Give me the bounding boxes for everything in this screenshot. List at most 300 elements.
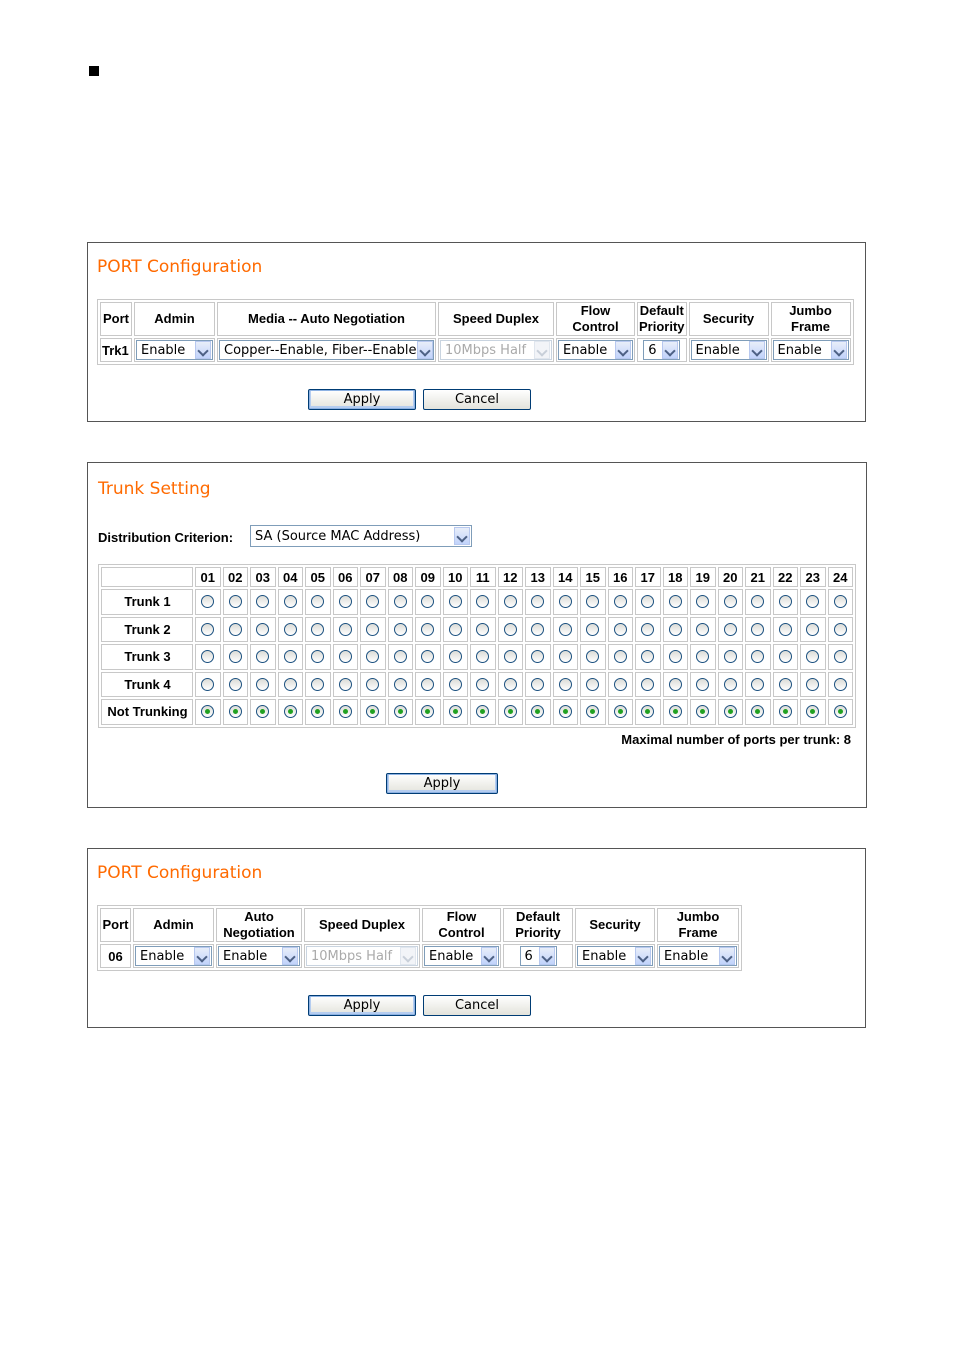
trunk-cell xyxy=(608,672,634,698)
radio-button[interactable] xyxy=(834,650,847,663)
auto-negotiation-select[interactable] xyxy=(218,946,300,966)
trunk-cell xyxy=(278,617,304,643)
radio-button[interactable] xyxy=(696,705,709,718)
radio-button[interactable] xyxy=(476,595,489,608)
port-header-05: 05 xyxy=(305,567,331,587)
trunk-cell xyxy=(470,617,496,643)
trunk-cell xyxy=(305,672,331,698)
chevron-down-icon[interactable] xyxy=(481,947,497,965)
trunk-cell xyxy=(525,617,551,643)
media-select[interactable] xyxy=(219,340,434,360)
header-admin: Admin xyxy=(134,302,215,336)
trunk-cell xyxy=(470,672,496,698)
radio-button[interactable] xyxy=(421,650,434,663)
radio-button[interactable] xyxy=(751,650,764,663)
chevron-down-icon[interactable] xyxy=(719,947,735,965)
radio-button[interactable] xyxy=(531,623,544,636)
port-config-port-panel xyxy=(87,848,866,1028)
trunk-cell xyxy=(580,644,606,670)
radio-button[interactable] xyxy=(641,678,654,691)
chevron-down-icon[interactable] xyxy=(662,341,678,359)
jumbo-frame-select-value: Enable xyxy=(777,342,822,358)
apply-button[interactable]: Apply xyxy=(308,389,416,410)
port-header-16: 16 xyxy=(608,567,634,587)
trunk-cell xyxy=(278,589,304,615)
table-header-row xyxy=(100,908,739,942)
cancel-button[interactable]: Cancel xyxy=(423,389,531,410)
radio-button[interactable] xyxy=(751,705,764,718)
header-default-priority: Default Priority xyxy=(503,908,573,942)
apply-button[interactable]: Apply xyxy=(386,773,498,794)
trunk-group-label: Trunk 1 xyxy=(101,589,193,615)
trunk-cell xyxy=(663,589,689,615)
port-header-09: 09 xyxy=(415,567,441,587)
flow-control-select-value: Enable xyxy=(563,342,608,358)
default-priority-cell xyxy=(503,944,573,968)
max-ports-note: Maximal number of ports per trunk: 8 xyxy=(621,732,851,747)
radio-button[interactable] xyxy=(614,650,627,663)
trunk-cell xyxy=(223,617,249,643)
chevron-down-icon[interactable] xyxy=(539,947,555,965)
radio-button[interactable] xyxy=(806,595,819,608)
admin-select-value: Enable xyxy=(141,342,186,358)
radio-button[interactable] xyxy=(559,678,572,691)
trunk-cell xyxy=(553,644,579,670)
default-priority-select[interactable] xyxy=(520,946,557,966)
radio-button[interactable] xyxy=(614,623,627,636)
table-row xyxy=(101,617,853,643)
radio-button[interactable] xyxy=(779,678,792,691)
trunk-cell xyxy=(663,699,689,725)
radio-button[interactable] xyxy=(449,595,462,608)
radio-button[interactable] xyxy=(696,595,709,608)
trunk-cell xyxy=(745,589,771,615)
radio-button[interactable] xyxy=(284,595,297,608)
trunk-cell xyxy=(443,672,469,698)
chevron-down-icon[interactable] xyxy=(195,341,211,359)
table-row xyxy=(101,672,853,698)
radio-button[interactable] xyxy=(586,705,599,718)
default-priority-cell xyxy=(637,338,687,362)
trunk-cell xyxy=(195,699,221,725)
trunk-cell xyxy=(718,589,744,615)
radio-button[interactable] xyxy=(476,678,489,691)
radio-button[interactable] xyxy=(641,705,654,718)
trunk-cell xyxy=(773,672,799,698)
radio-button[interactable] xyxy=(284,705,297,718)
chevron-down-icon[interactable] xyxy=(831,341,847,359)
radio-button[interactable] xyxy=(559,623,572,636)
radio-button[interactable] xyxy=(834,678,847,691)
trunk-cell xyxy=(360,617,386,643)
radio-button[interactable] xyxy=(366,623,379,636)
radio-button[interactable] xyxy=(724,623,737,636)
port-header-20: 20 xyxy=(718,567,744,587)
default-priority-select[interactable] xyxy=(643,340,680,360)
trunk-cell xyxy=(773,617,799,643)
trunk-cell xyxy=(690,589,716,615)
radio-button[interactable] xyxy=(641,650,654,663)
trunk-cell xyxy=(745,699,771,725)
radio-button[interactable] xyxy=(504,650,517,663)
radio-button[interactable] xyxy=(669,650,682,663)
radio-button[interactable] xyxy=(476,705,489,718)
radio-button[interactable] xyxy=(201,678,214,691)
radio-button[interactable] xyxy=(421,623,434,636)
radio-button[interactable] xyxy=(311,678,324,691)
chevron-down-icon xyxy=(400,947,416,965)
radio-button[interactable] xyxy=(834,623,847,636)
trunk-cell xyxy=(388,699,414,725)
radio-button[interactable] xyxy=(696,650,709,663)
radio-button[interactable] xyxy=(284,623,297,636)
radio-button[interactable] xyxy=(779,705,792,718)
security-cell xyxy=(575,944,655,968)
radio-button[interactable] xyxy=(229,623,242,636)
trunk-cell xyxy=(828,699,854,725)
distribution-criterion-label: Distribution Criterion: xyxy=(98,530,234,545)
radio-button[interactable] xyxy=(256,678,269,691)
radio-button[interactable] xyxy=(339,650,352,663)
jumbo-frame-cell xyxy=(657,944,739,968)
table-row xyxy=(101,589,853,615)
radio-button[interactable] xyxy=(366,705,379,718)
square-bullet-icon xyxy=(89,66,99,76)
chevron-down-icon[interactable] xyxy=(194,947,210,965)
radio-button[interactable] xyxy=(421,705,434,718)
port-header-21: 21 xyxy=(745,567,771,587)
trunk-cell xyxy=(580,699,606,725)
chevron-down-icon[interactable] xyxy=(282,947,298,965)
radio-button[interactable] xyxy=(586,595,599,608)
radio-button[interactable] xyxy=(449,705,462,718)
radio-button[interactable] xyxy=(201,623,214,636)
trunk-cell xyxy=(470,699,496,725)
radio-button[interactable] xyxy=(614,678,627,691)
radio-button[interactable] xyxy=(531,650,544,663)
flow-control-cell xyxy=(556,338,635,362)
radio-button[interactable] xyxy=(229,678,242,691)
radio-button[interactable] xyxy=(724,705,737,718)
trunk-cell xyxy=(250,589,276,615)
trunk-cell xyxy=(828,589,854,615)
trunk-cell xyxy=(360,672,386,698)
radio-button[interactable] xyxy=(394,705,407,718)
radio-button[interactable] xyxy=(366,650,379,663)
trunk-cell xyxy=(828,644,854,670)
page-title: PORT Configuration xyxy=(97,863,263,883)
jumbo-frame-select[interactable] xyxy=(773,340,849,360)
radio-button[interactable] xyxy=(641,595,654,608)
radio-button[interactable] xyxy=(559,705,572,718)
trunk-cell xyxy=(718,699,744,725)
radio-button[interactable] xyxy=(449,650,462,663)
header-flow-control: Flow Control xyxy=(422,908,501,942)
trunk-cell xyxy=(278,699,304,725)
radio-button[interactable] xyxy=(394,650,407,663)
radio-button[interactable] xyxy=(311,650,324,663)
trunk-cell xyxy=(415,644,441,670)
trunk-cell xyxy=(635,699,661,725)
flow-control-select-value: Enable xyxy=(429,948,474,964)
radio-button[interactable] xyxy=(586,678,599,691)
header-security: Security xyxy=(575,908,655,942)
radio-button[interactable] xyxy=(834,595,847,608)
header-auto-negotiation: Auto Negotiation xyxy=(216,908,302,942)
trunk-corner-cell xyxy=(101,567,193,587)
cancel-button[interactable]: Cancel xyxy=(423,995,531,1016)
radio-button[interactable] xyxy=(531,705,544,718)
radio-button[interactable] xyxy=(256,650,269,663)
header-jumbo-frame: Jumbo Frame xyxy=(657,908,739,942)
media-cell xyxy=(217,338,436,362)
trunk-cell xyxy=(690,644,716,670)
radio-button[interactable] xyxy=(339,705,352,718)
trunk-cell xyxy=(360,699,386,725)
port-header-11: 11 xyxy=(470,567,496,587)
radio-button[interactable] xyxy=(394,678,407,691)
page-title: PORT Configuration xyxy=(97,257,263,277)
distribution-criterion-select[interactable] xyxy=(250,525,472,547)
trunk-cell xyxy=(333,699,359,725)
trunk-cell xyxy=(223,699,249,725)
radio-button[interactable] xyxy=(586,623,599,636)
radio-button[interactable] xyxy=(504,595,517,608)
radio-button[interactable] xyxy=(669,678,682,691)
radio-button[interactable] xyxy=(614,705,627,718)
radio-button[interactable] xyxy=(806,705,819,718)
radio-button[interactable] xyxy=(559,595,572,608)
trunk-cell xyxy=(553,672,579,698)
radio-button[interactable] xyxy=(806,678,819,691)
radio-button[interactable] xyxy=(229,595,242,608)
trunk-cell xyxy=(333,672,359,698)
auto-negotiation-select-value: Enable xyxy=(223,948,268,964)
radio-button[interactable] xyxy=(669,595,682,608)
trunk-cell xyxy=(305,589,331,615)
speed-duplex-select-value: 10Mbps Half xyxy=(311,948,393,964)
radio-button[interactable] xyxy=(614,595,627,608)
radio-button[interactable] xyxy=(366,678,379,691)
security-select[interactable] xyxy=(691,340,767,360)
flow-control-cell xyxy=(422,944,501,968)
trunk-cell xyxy=(223,589,249,615)
radio-button[interactable] xyxy=(586,650,599,663)
trunk-cell xyxy=(498,589,524,615)
radio-button[interactable] xyxy=(531,595,544,608)
flow-control-select[interactable] xyxy=(558,340,633,360)
radio-button[interactable] xyxy=(449,623,462,636)
radio-button[interactable] xyxy=(834,705,847,718)
radio-button[interactable] xyxy=(284,678,297,691)
trunk-cell xyxy=(195,589,221,615)
radio-button[interactable] xyxy=(531,678,544,691)
trunk-cell xyxy=(608,617,634,643)
radio-button[interactable] xyxy=(751,623,764,636)
radio-button[interactable] xyxy=(669,623,682,636)
trunk-cell xyxy=(608,699,634,725)
trunk-cell xyxy=(608,644,634,670)
trunk-cell xyxy=(800,672,826,698)
trunk-cell xyxy=(663,617,689,643)
header-jumbo-frame: Jumbo Frame xyxy=(771,302,851,336)
radio-button[interactable] xyxy=(751,595,764,608)
page-title: Trunk Setting xyxy=(98,479,211,499)
trunk-cell xyxy=(635,672,661,698)
header-speed-duplex: Speed Duplex xyxy=(438,302,554,336)
trunk-cell xyxy=(525,644,551,670)
radio-button[interactable] xyxy=(229,705,242,718)
trunk-cell xyxy=(635,644,661,670)
trunk-cell xyxy=(553,589,579,615)
flow-control-select[interactable] xyxy=(424,946,499,966)
radio-button[interactable] xyxy=(284,650,297,663)
radio-button[interactable] xyxy=(669,705,682,718)
radio-button[interactable] xyxy=(779,595,792,608)
trunk-cell xyxy=(388,617,414,643)
radio-button[interactable] xyxy=(476,650,489,663)
port-header-10: 10 xyxy=(443,567,469,587)
port-header-15: 15 xyxy=(580,567,606,587)
radio-button[interactable] xyxy=(779,623,792,636)
table-row xyxy=(101,699,853,725)
trunk-cell xyxy=(525,672,551,698)
radio-button[interactable] xyxy=(751,678,764,691)
radio-button[interactable] xyxy=(394,595,407,608)
trunk-cell xyxy=(498,699,524,725)
radio-button[interactable] xyxy=(311,623,324,636)
admin-select-value: Enable xyxy=(140,948,185,964)
radio-button[interactable] xyxy=(394,623,407,636)
jumbo-frame-select[interactable] xyxy=(659,946,737,966)
security-select-value: Enable xyxy=(582,948,627,964)
radio-button[interactable] xyxy=(201,705,214,718)
radio-button[interactable] xyxy=(696,678,709,691)
port-header-02: 02 xyxy=(223,567,249,587)
default-priority-select-value: 6 xyxy=(524,948,533,964)
radio-button[interactable] xyxy=(339,595,352,608)
admin-select[interactable] xyxy=(136,340,213,360)
port-config-trunk-panel xyxy=(87,242,866,422)
radio-button[interactable] xyxy=(559,650,572,663)
radio-button[interactable] xyxy=(504,705,517,718)
speed-duplex-cell xyxy=(304,944,420,968)
port-header-03: 03 xyxy=(250,567,276,587)
port-id: Trk1 xyxy=(100,338,132,362)
trunk-cell xyxy=(525,699,551,725)
trunk-cell xyxy=(690,617,716,643)
trunk-cell xyxy=(333,644,359,670)
jumbo-frame-select-value: Enable xyxy=(664,948,709,964)
trunk-cell xyxy=(773,589,799,615)
trunk-table xyxy=(98,564,856,728)
trunk-cell xyxy=(415,589,441,615)
trunk-cell xyxy=(305,699,331,725)
admin-select[interactable] xyxy=(135,946,212,966)
trunk-cell xyxy=(800,589,826,615)
port-header-01: 01 xyxy=(195,567,221,587)
chevron-down-icon[interactable] xyxy=(635,947,651,965)
radio-button[interactable] xyxy=(806,650,819,663)
radio-button[interactable] xyxy=(476,623,489,636)
radio-button[interactable] xyxy=(806,623,819,636)
radio-button[interactable] xyxy=(421,678,434,691)
radio-button[interactable] xyxy=(366,595,379,608)
radio-button[interactable] xyxy=(256,705,269,718)
radio-button[interactable] xyxy=(421,595,434,608)
trunk-cell xyxy=(828,672,854,698)
chevron-down-icon[interactable] xyxy=(615,341,631,359)
radio-button[interactable] xyxy=(201,595,214,608)
table-header-row xyxy=(100,302,851,336)
port-header-18: 18 xyxy=(663,567,689,587)
trunk-cell xyxy=(443,699,469,725)
port-config-table xyxy=(97,299,854,365)
port-header-17: 17 xyxy=(635,567,661,587)
radio-button[interactable] xyxy=(339,678,352,691)
header-speed-duplex: Speed Duplex xyxy=(304,908,420,942)
radio-button[interactable] xyxy=(311,705,324,718)
trunk-cell xyxy=(333,589,359,615)
chevron-down-icon[interactable] xyxy=(454,527,470,545)
radio-button[interactable] xyxy=(641,623,654,636)
trunk-cell xyxy=(498,672,524,698)
chevron-down-icon[interactable] xyxy=(417,341,433,359)
security-select[interactable] xyxy=(577,946,653,966)
speed-duplex-select-value: 10Mbps Half xyxy=(445,342,527,358)
trunk-cell xyxy=(388,672,414,698)
trunk-cell xyxy=(635,589,661,615)
header-admin: Admin xyxy=(133,908,214,942)
radio-button[interactable] xyxy=(229,650,242,663)
radio-button[interactable] xyxy=(724,678,737,691)
radio-button[interactable] xyxy=(449,678,462,691)
radio-button[interactable] xyxy=(311,595,324,608)
trunk-cell xyxy=(718,644,744,670)
radio-button[interactable] xyxy=(696,623,709,636)
speed-duplex-select xyxy=(306,946,418,966)
radio-button[interactable] xyxy=(256,595,269,608)
trunk-cell xyxy=(305,617,331,643)
radio-button[interactable] xyxy=(504,623,517,636)
port-header-04: 04 xyxy=(278,567,304,587)
trunk-cell xyxy=(195,672,221,698)
radio-button[interactable] xyxy=(779,650,792,663)
default-priority-select-value: 6 xyxy=(648,342,657,358)
chevron-down-icon[interactable] xyxy=(749,341,765,359)
trunk-cell xyxy=(580,617,606,643)
trunk-cell xyxy=(223,644,249,670)
port-header-24: 24 xyxy=(828,567,854,587)
trunk-cell xyxy=(663,672,689,698)
trunk-cell xyxy=(745,644,771,670)
port-header-13: 13 xyxy=(525,567,551,587)
radio-button[interactable] xyxy=(724,595,737,608)
radio-button[interactable] xyxy=(724,650,737,663)
radio-button[interactable] xyxy=(256,623,269,636)
trunk-cell xyxy=(773,699,799,725)
header-default-priority: Default Priority xyxy=(639,303,685,334)
table-row xyxy=(101,644,853,670)
radio-button[interactable] xyxy=(504,678,517,691)
trunk-cell xyxy=(800,644,826,670)
apply-button[interactable]: Apply xyxy=(308,995,416,1016)
trunk-cell xyxy=(415,617,441,643)
trunk-cell xyxy=(635,617,661,643)
radio-button[interactable] xyxy=(201,650,214,663)
trunk-cell xyxy=(223,672,249,698)
radio-button[interactable] xyxy=(339,623,352,636)
